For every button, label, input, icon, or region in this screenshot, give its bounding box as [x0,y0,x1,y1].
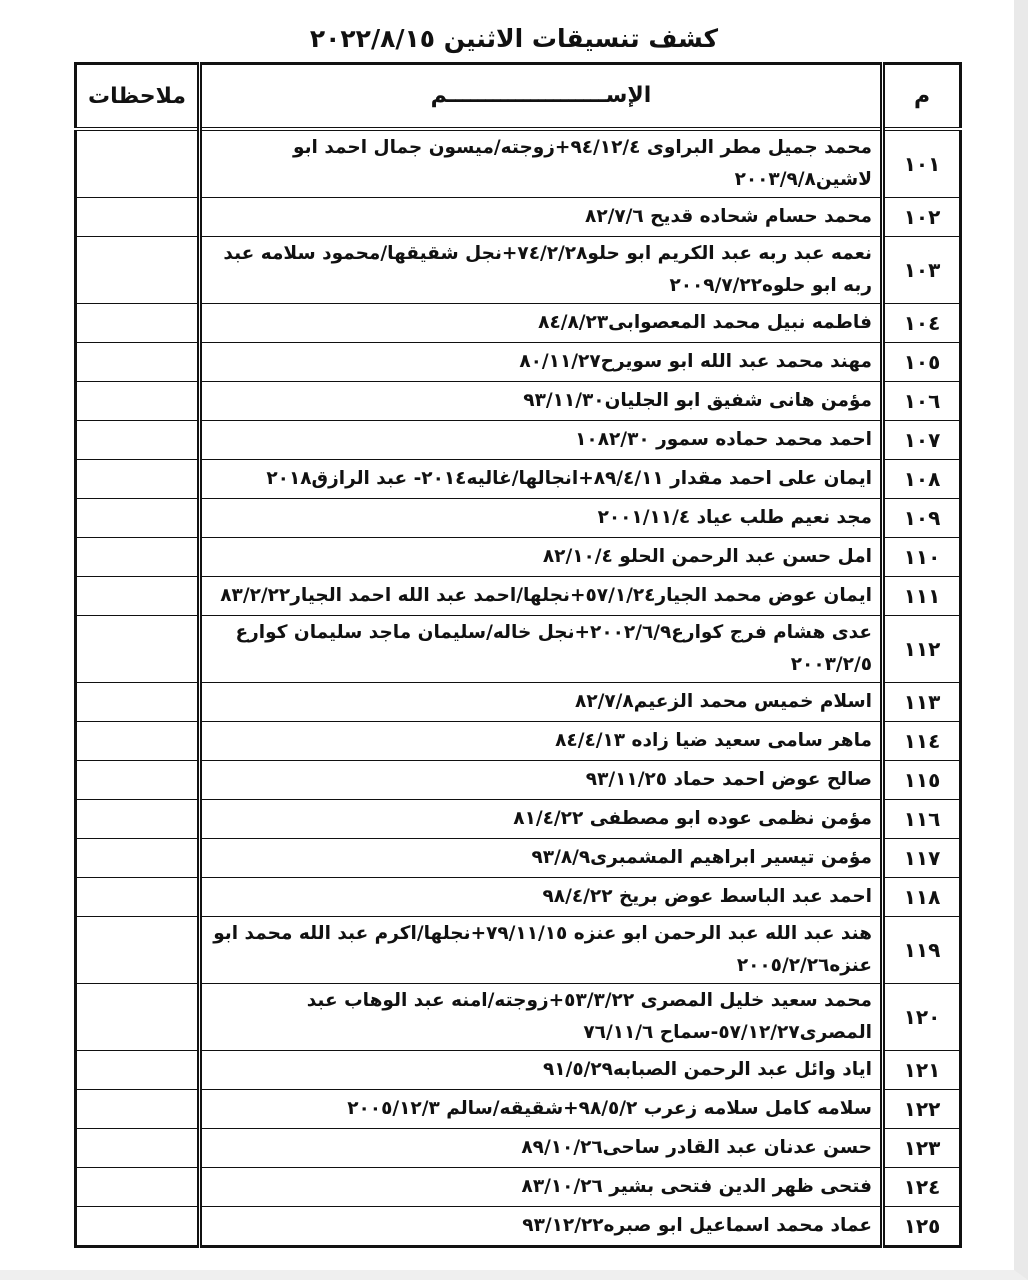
row-number: ١٠٣ [883,237,961,304]
header-name: الإســـــــــــــــــــــم [200,64,883,130]
row-name: ايمان عوض محمد الجيار٥٧/١/٢٤+نجلها/احمد عبد الله احمد الجيار٨٣/٢/٢٢ [200,577,883,616]
table-row [76,499,961,538]
row-notes [76,1207,200,1247]
row-notes [76,538,200,577]
row-name: عماد محمد اسماعيل ابو صبره٩٣/١٢/٢٢ [200,1207,883,1247]
row-notes [76,129,200,198]
row-name: صالح عوض احمد حماد ٩٣/١١/٢٥ [200,761,883,800]
row-name: احمد عبد الباسط عوض بريخ ٩٨/٤/٢٢ [200,878,883,917]
row-notes [76,460,200,499]
row-name: مؤمن هانى شفيق ابو الجليان٩٣/١١/٣٠ [200,382,883,421]
table-row [76,683,961,722]
row-number: ١١٩ [883,917,961,984]
table-row [76,984,961,1051]
row-number: ١١٠ [883,538,961,577]
table-row [76,382,961,421]
row-notes [76,1129,200,1168]
row-name: نعمه عبد ربه عبد الكريم ابو حلو٧٤/٢/٢٨+نجل شقيقها/محمود سلامه عبد ربه ابو حلوه٢٠٠٩/٧/٢٢ [200,237,883,304]
row-notes [76,761,200,800]
row-notes [76,1168,200,1207]
row-notes [76,382,200,421]
row-number: ١٠٥ [883,343,961,382]
row-notes [76,1090,200,1129]
table-row [76,237,961,304]
row-number: ١١١ [883,577,961,616]
row-number: ١٢٢ [883,1090,961,1129]
table-header-row [76,64,961,130]
row-notes [76,1051,200,1090]
table-row [76,839,961,878]
row-name: مهند محمد عبد الله ابو سويرح٨٠/١١/٢٧ [200,343,883,382]
table-row [76,421,961,460]
row-name: امل حسن عبد الرحمن الحلو ٨٢/١٠/٤ [200,538,883,577]
row-notes [76,683,200,722]
row-notes [76,343,200,382]
row-name: محمد سعيد خليل المصرى ٥٣/٣/٢٢+زوجته/امنه عبد الوهاب عبد المصرى٥٧/١٢/٢٧-سماح ٧٦/١١/٦ [200,984,883,1051]
table-row [76,198,961,237]
row-number: ١٠٢ [883,198,961,237]
table-row [76,616,961,683]
row-number: ١٢١ [883,1051,961,1090]
row-name: احمد محمد حماده سمور ١٠٨٢/٣٠ [200,421,883,460]
row-notes [76,237,200,304]
row-name: محمد حسام شحاده قديح ٨٢/٧/٦ [200,198,883,237]
row-name: محمد جميل مطر البراوى ٩٤/١٢/٤+زوجته/ميسون جمال احمد ابو لاشين٢٠٠٣/٩/٨ [200,129,883,198]
row-number: ١٠٤ [883,304,961,343]
table-row [76,878,961,917]
row-number: ١٠٨ [883,460,961,499]
table-row [76,343,961,382]
row-number: ١٠١ [883,129,961,198]
table-row [76,1168,961,1207]
row-number: ١٢٠ [883,984,961,1051]
row-number: ١١٢ [883,616,961,683]
row-name: سلامه كامل سلامه زعرب ٩٨/٥/٢+شقيقه/سالم ٢٠٠٥/١٢/٣ [200,1090,883,1129]
table-row [76,1207,961,1247]
header-notes: ملاحظات [76,64,200,130]
row-name: اسلام خميس محمد الزعيم٨٢/٧/٨ [200,683,883,722]
row-notes [76,722,200,761]
row-name: مؤمن نظمى عوده ابو مصطفى ٨١/٤/٢٢ [200,800,883,839]
row-notes [76,878,200,917]
table-row [76,129,961,198]
table-row [76,577,961,616]
row-number: ١١٥ [883,761,961,800]
row-number: ١١٧ [883,839,961,878]
row-notes [76,421,200,460]
row-name: عدى هشام فرج كوارع٢٠٠٢/٦/٩+نجل خاله/سليمان ماجد سليمان كوارع ٢٠٠٣/٢/٥ [200,616,883,683]
row-notes [76,616,200,683]
table-row [76,800,961,839]
roster-table [74,62,962,1248]
row-name: حسن عدنان عبد القادر ساحى٨٩/١٠/٢٦ [200,1129,883,1168]
table-row [76,1129,961,1168]
row-number: ١٠٩ [883,499,961,538]
row-number: ١٢٤ [883,1168,961,1207]
row-name: ايمان على احمد مقدار ٨٩/٤/١١+انجالها/غاليه٢٠١٤- عبد الرازق٢٠١٨ [200,460,883,499]
row-name: اياد وائل عبد الرحمن الصبابه٩١/٥/٢٩ [200,1051,883,1090]
row-notes [76,984,200,1051]
table-row [76,761,961,800]
row-number: ١١٣ [883,683,961,722]
row-number: ١٢٣ [883,1129,961,1168]
row-number: ١٠٧ [883,421,961,460]
row-notes [76,800,200,839]
row-number: ١٠٦ [883,382,961,421]
row-name: هند عبد الله عبد الرحمن ابو عنزه ٧٩/١١/١٥+نجلها/اكرم عبد الله محمد ابو عنزه٢٠٠٥/٢/٢٦ [200,917,883,984]
row-notes [76,198,200,237]
header-number: م [883,64,961,130]
table-row [76,917,961,984]
row-name: مجد نعيم طلب عياد ٢٠٠١/١١/٤ [200,499,883,538]
document-title: كشف تنسيقات الاثنين ٢٠٢٢/٨/١٥ [309,24,719,53]
row-notes [76,577,200,616]
table-row [76,1090,961,1129]
row-number: ١٢٥ [883,1207,961,1247]
row-number: ١١٦ [883,800,961,839]
row-name: فاطمه نبيل محمد المعصوابى٨٤/٨/٢٣ [200,304,883,343]
row-name: ماهر سامى سعيد ضيا زاده ٨٤/٤/١٣ [200,722,883,761]
row-notes [76,499,200,538]
row-notes [76,304,200,343]
row-number: ١١٨ [883,878,961,917]
table-row [76,460,961,499]
table-row [76,304,961,343]
row-name: فتحى ظهر الدين فتحى بشير ٨٣/١٠/٢٦ [200,1168,883,1207]
row-number: ١١٤ [883,722,961,761]
table-row [76,1051,961,1090]
row-notes [76,839,200,878]
row-name: مؤمن تيسير ابراهيم المشمبرى٩٣/٨/٩ [200,839,883,878]
row-notes [76,917,200,984]
table-row [76,722,961,761]
table-row [76,538,961,577]
